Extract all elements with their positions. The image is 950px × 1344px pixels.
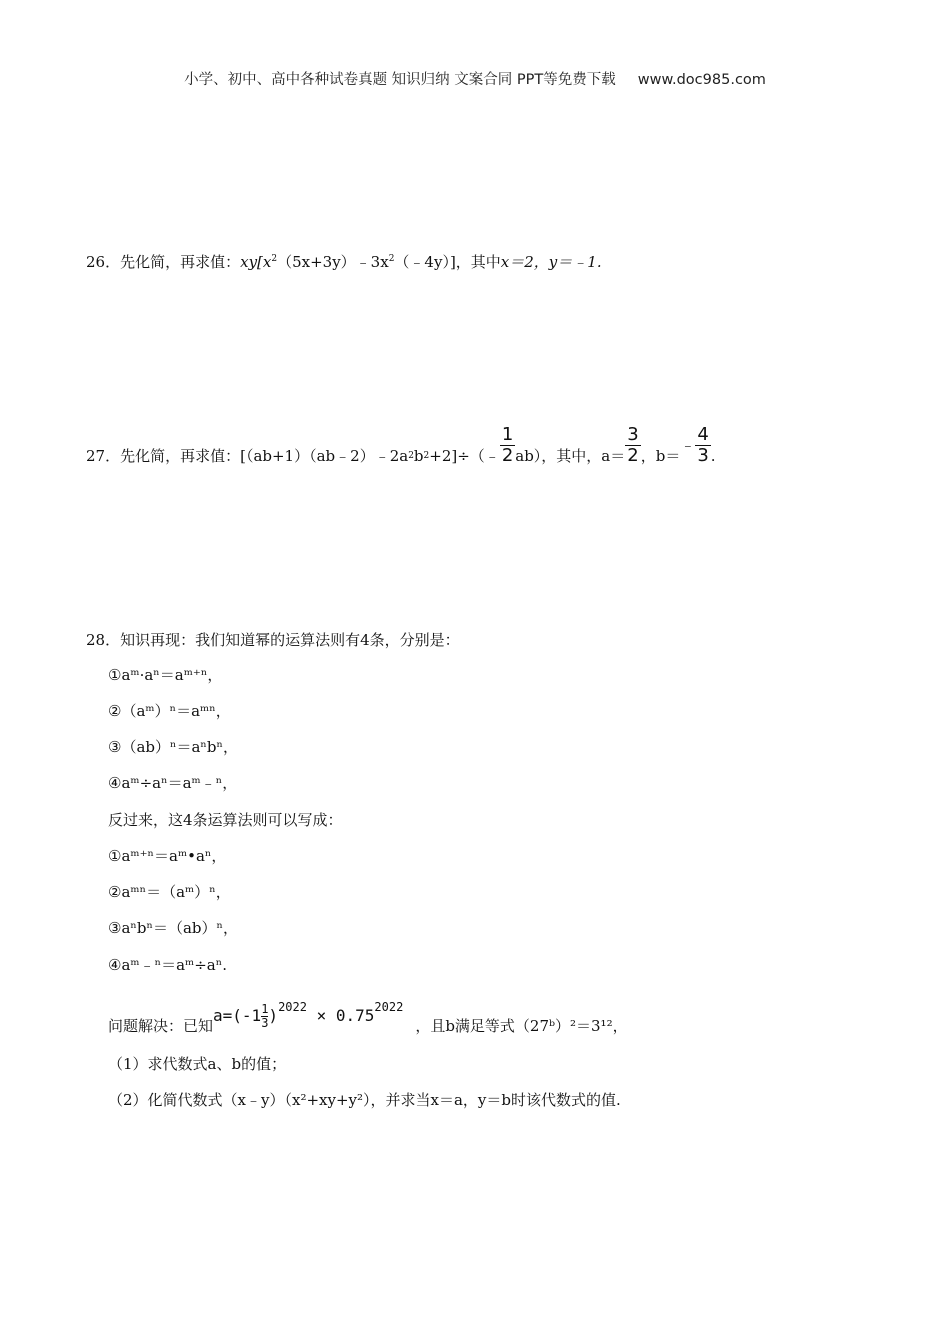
q26-expr-b: （5x+3y）﹣3x: [277, 253, 389, 271]
sub-question-1: （1）求代数式a、b的值；: [108, 1055, 287, 1073]
q27-a-fraction: $\frac{3}{2}$: [627, 423, 639, 466]
formula-image: a=(-1 $\frac{1}{3})^{2022} \times 0.75^{2022}$: [213, 1000, 404, 1030]
rule-4: ④aᵐ÷aⁿ＝aᵐ﹣ⁿ，: [108, 774, 238, 792]
q27-half-fraction: $\frac{1}{2}$: [501, 423, 514, 466]
q27-mid: b: [413, 447, 424, 465]
q28-number: 28．: [86, 631, 121, 649]
reverse-rule-1: ①aᵐ⁺ⁿ＝aᵐ•aⁿ，: [108, 847, 227, 865]
q27-b-sign: ﹣: [680, 436, 696, 454]
question-28-intro: [86, 630, 460, 650]
sub-question-2: （2）化简代数式（x﹣y）（x²+xy+y²），并求当x＝a，y＝b时该代数式的值.: [108, 1091, 621, 1109]
problem-statement: [108, 996, 628, 1040]
q26-number: 26．: [86, 253, 121, 271]
reverse-rule-3: ③aⁿbⁿ＝（ab）ⁿ，: [108, 919, 239, 937]
page-header: [0, 68, 950, 89]
q28-intro: 知识再现：我们知道幂的运算法则有4条，分别是：: [120, 631, 460, 649]
rule-1: ①aᵐ·aⁿ＝aᵐ⁺ⁿ，: [108, 666, 223, 684]
reverse-rule-2: ②aᵐⁿ＝（aᵐ）ⁿ，: [108, 883, 231, 901]
q27-b-fraction: $\frac{4}{3}$: [697, 423, 709, 466]
reverse-intro: 反过来，这4条运算法则可以写成：: [108, 811, 343, 829]
q26-sq: 2: [271, 254, 278, 264]
problem-lead: 问题解决：已知: [108, 1017, 214, 1035]
question-26: [86, 252, 602, 272]
question-27: 27． 先化简，再求值：[（ab+1）（ab﹣2）﹣2a 2 b 2 +2]÷（﹣ $\frac{1}{2}$ ab），其中，a＝ $\frac{3}{2}$ ，b＝ ﹣ $\frac{4}{3}$ .: [86, 423, 716, 466]
problem-tail: ，且b满足等式（27ᵇ）²＝3¹²，: [415, 1017, 628, 1035]
q26-expr-c: （﹣4y）]，其中: [394, 253, 501, 271]
reverse-rule-4: ④aᵐ﹣ⁿ＝aᵐ÷aⁿ.: [108, 956, 227, 974]
formula-fraction: $\frac{1}{3}$: [261, 1002, 269, 1030]
q27-lead: 先化简，再求值：[（ab+1）（ab﹣2）﹣2a: [120, 447, 409, 465]
q27-bsep: ，b＝: [640, 447, 681, 465]
q27-number: 27．: [86, 447, 121, 465]
rule-2: ②（aᵐ）ⁿ＝aᵐⁿ，: [108, 702, 231, 720]
rule-3: ③（ab）ⁿ＝aⁿbⁿ，: [108, 738, 239, 756]
q27-end: .: [710, 447, 716, 465]
header-site-link[interactable]: www.doc985.com: [637, 72, 766, 88]
q26-sq2: 2: [388, 254, 395, 264]
q26-cond: x＝2，y＝﹣1.: [500, 253, 602, 271]
q27-tail2: ab），其中，a＝: [515, 447, 626, 465]
q27-tail: +2]÷（﹣: [429, 447, 500, 465]
header-text: 小学、初中、高中各种试卷真题 知识归纳 文案合同 PPT等免费下载: [184, 72, 616, 88]
q26-expr-a: xy[x: [240, 253, 272, 271]
q26-lead: 先化简，再求值：: [120, 253, 241, 271]
